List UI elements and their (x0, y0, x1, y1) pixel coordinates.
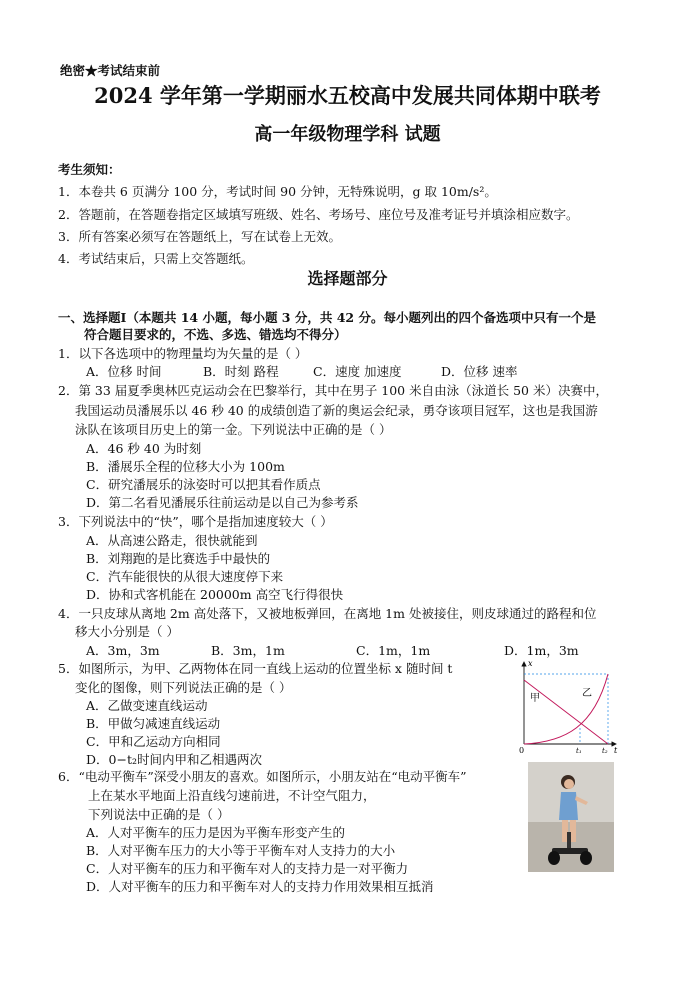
notice-item: 3．所有答案必须写在答题纸上，写在试卷上无效。 (58, 229, 341, 244)
question-5-stem-cont: 变化的图像，则下列说法正确的是（ ） (75, 680, 292, 695)
exam-subtitle: 高一年级物理学科 试题 (254, 124, 441, 145)
question-4-stem: 4．一只皮球从离地 2m 高处落下，又被地板弹回，在离地 1m 处被接住，则皮球通过的路程和位 (58, 606, 597, 621)
q4-option-a: A．3m，3m (86, 643, 160, 658)
q5-option-a: A．乙做变速直线运动 (86, 698, 208, 713)
question-2-stem-cont: 泳队在该项目历史上的第一金。下列说法中正确的是（ ） (75, 422, 392, 437)
scooter-wheel-right (580, 851, 592, 865)
q1-option-d: D．位移 速率 (441, 364, 518, 379)
q3-option-c: C．汽车能很快的从很大速度停下来 (86, 569, 284, 584)
q3-option-a: A．从高速公路走，很快就能到 (86, 533, 258, 548)
child-shirt (559, 792, 578, 820)
q1-option-a: A．位移 时间 (86, 364, 162, 379)
notice-item: 2．答题前，在答题卷指定区域填写班级、姓名、考场号、座位号及准考证号并填涂相应数字。 (58, 207, 579, 222)
confidential-mark: 绝密★考试结束前 (60, 63, 161, 78)
q3-option-d: D．协和式客机能在 20000m 高空飞行得很快 (86, 587, 344, 602)
q2-option-c: C．研究潘展乐的泳姿时可以把其看作质点 (86, 477, 321, 492)
origin-label: 0 (519, 746, 525, 755)
exam-title: 2024 学年第一学期丽水五校高中发展共同体期中联考 (94, 83, 601, 108)
q2-option-b: B．潘展乐全程的位移大小为 100m (86, 459, 285, 474)
question-4-options (86, 641, 606, 657)
t2-label: t₂ (602, 747, 608, 755)
question-6-stem-cont: 下列说法中正确的是（ ） (88, 807, 230, 822)
t-axis-label: t (614, 746, 618, 755)
balance-scooter-photo (528, 762, 614, 872)
q4-option-d: D．1m，3m (504, 643, 579, 658)
question-1-options (86, 362, 586, 378)
q1-option-c: C．速度 加速度 (313, 364, 402, 379)
question-2-stem: 2．第 33 届夏季奥林匹克运动会在巴黎举行，其中在男子 100 米自由泳（泳道长 50 米）决赛中， (58, 383, 608, 398)
q5-option-b: B．甲做匀减速直线运动 (86, 716, 221, 731)
question-1-stem: 1．以下各选项中的物理量均为矢量的是（ ） (58, 346, 308, 361)
t1-label: t₁ (576, 747, 582, 755)
question-5-stem: 5．如图所示，为甲、乙两物体在同一直线上运动的位置坐标 x 随时间 t (58, 661, 453, 676)
q5-option-d: D．0−t₂时间内甲和乙相遇两次 (86, 752, 262, 767)
question-3-stem: 3．下列说法中的“快”，哪个是指加速度较大（ ） (58, 514, 333, 529)
section-instruction: 一、选择题Ⅰ（本题共 14 小题，每小题 3 分，共 42 分。每小题列出的四个备选项中只有一个是 (58, 310, 596, 325)
jia-label: 甲 (530, 693, 540, 704)
q2-option-a: A．46 秒 40 为时刻 (86, 441, 202, 456)
question-6-stem: 6．“电动平衡车”深受小朋友的喜欢。如图所示，小朋友站在“电动平衡车” (58, 769, 467, 784)
question-4-stem-cont: 移大小分别是（ ） (75, 624, 179, 639)
q6-option-d: D．人对平衡车的压力和平衡车对人的支持力作用效果相互抵消 (86, 879, 434, 894)
question-6-stem-cont: 上在某水平地面上沿直线匀速前进，不计空气阻力， (88, 788, 376, 803)
q6-option-b: B．人对平衡车压力的大小等于平衡车对人支持力的大小 (86, 843, 396, 858)
q1-option-b: B．时刻 路程 (203, 364, 279, 379)
child-face (564, 779, 574, 789)
q6-option-a: A．人对平衡车的压力是因为平衡车形变产生的 (86, 825, 346, 840)
q4-option-b: B．3m，1m (211, 643, 285, 658)
section-title: 选择题部分 (307, 269, 388, 288)
yi-label: 乙 (582, 688, 592, 699)
q6-option-c: C．人对平衡车的压力和平衡车对人的支持力是一对平衡力 (86, 861, 409, 876)
q5-option-c: C．甲和乙运动方向相同 (86, 734, 221, 749)
position-time-graph (516, 656, 620, 756)
curve-yi (524, 674, 608, 744)
section-instruction-cont: 符合题目要求的，不选、多选、错选均不得分） (84, 327, 347, 342)
question-2-stem-cont: 我国运动员潘展乐以 46 秒 40 的成绩创造了新的奥运会纪录，勇夺该项目冠军，这也是我国游 (75, 403, 598, 418)
scooter-wheel-left (548, 851, 560, 865)
q3-option-b: B．刘翔跑的是比赛选手中最快的 (86, 551, 271, 566)
notice-item: 1．本卷共 6 页满分 100 分，考试时间 90 分钟，无特殊说明，g 取 10m/s²。 (58, 184, 497, 199)
notice-heading: 考生须知： (58, 162, 121, 177)
notice-item: 4．考试结束后，只需上交答题纸。 (58, 251, 254, 266)
q4-option-c: C．1m，1m (356, 643, 431, 658)
q2-option-d: D．第二名看见潘展乐往前运动是以自己为参考系 (86, 495, 359, 510)
x-axis-label: x (528, 659, 533, 668)
